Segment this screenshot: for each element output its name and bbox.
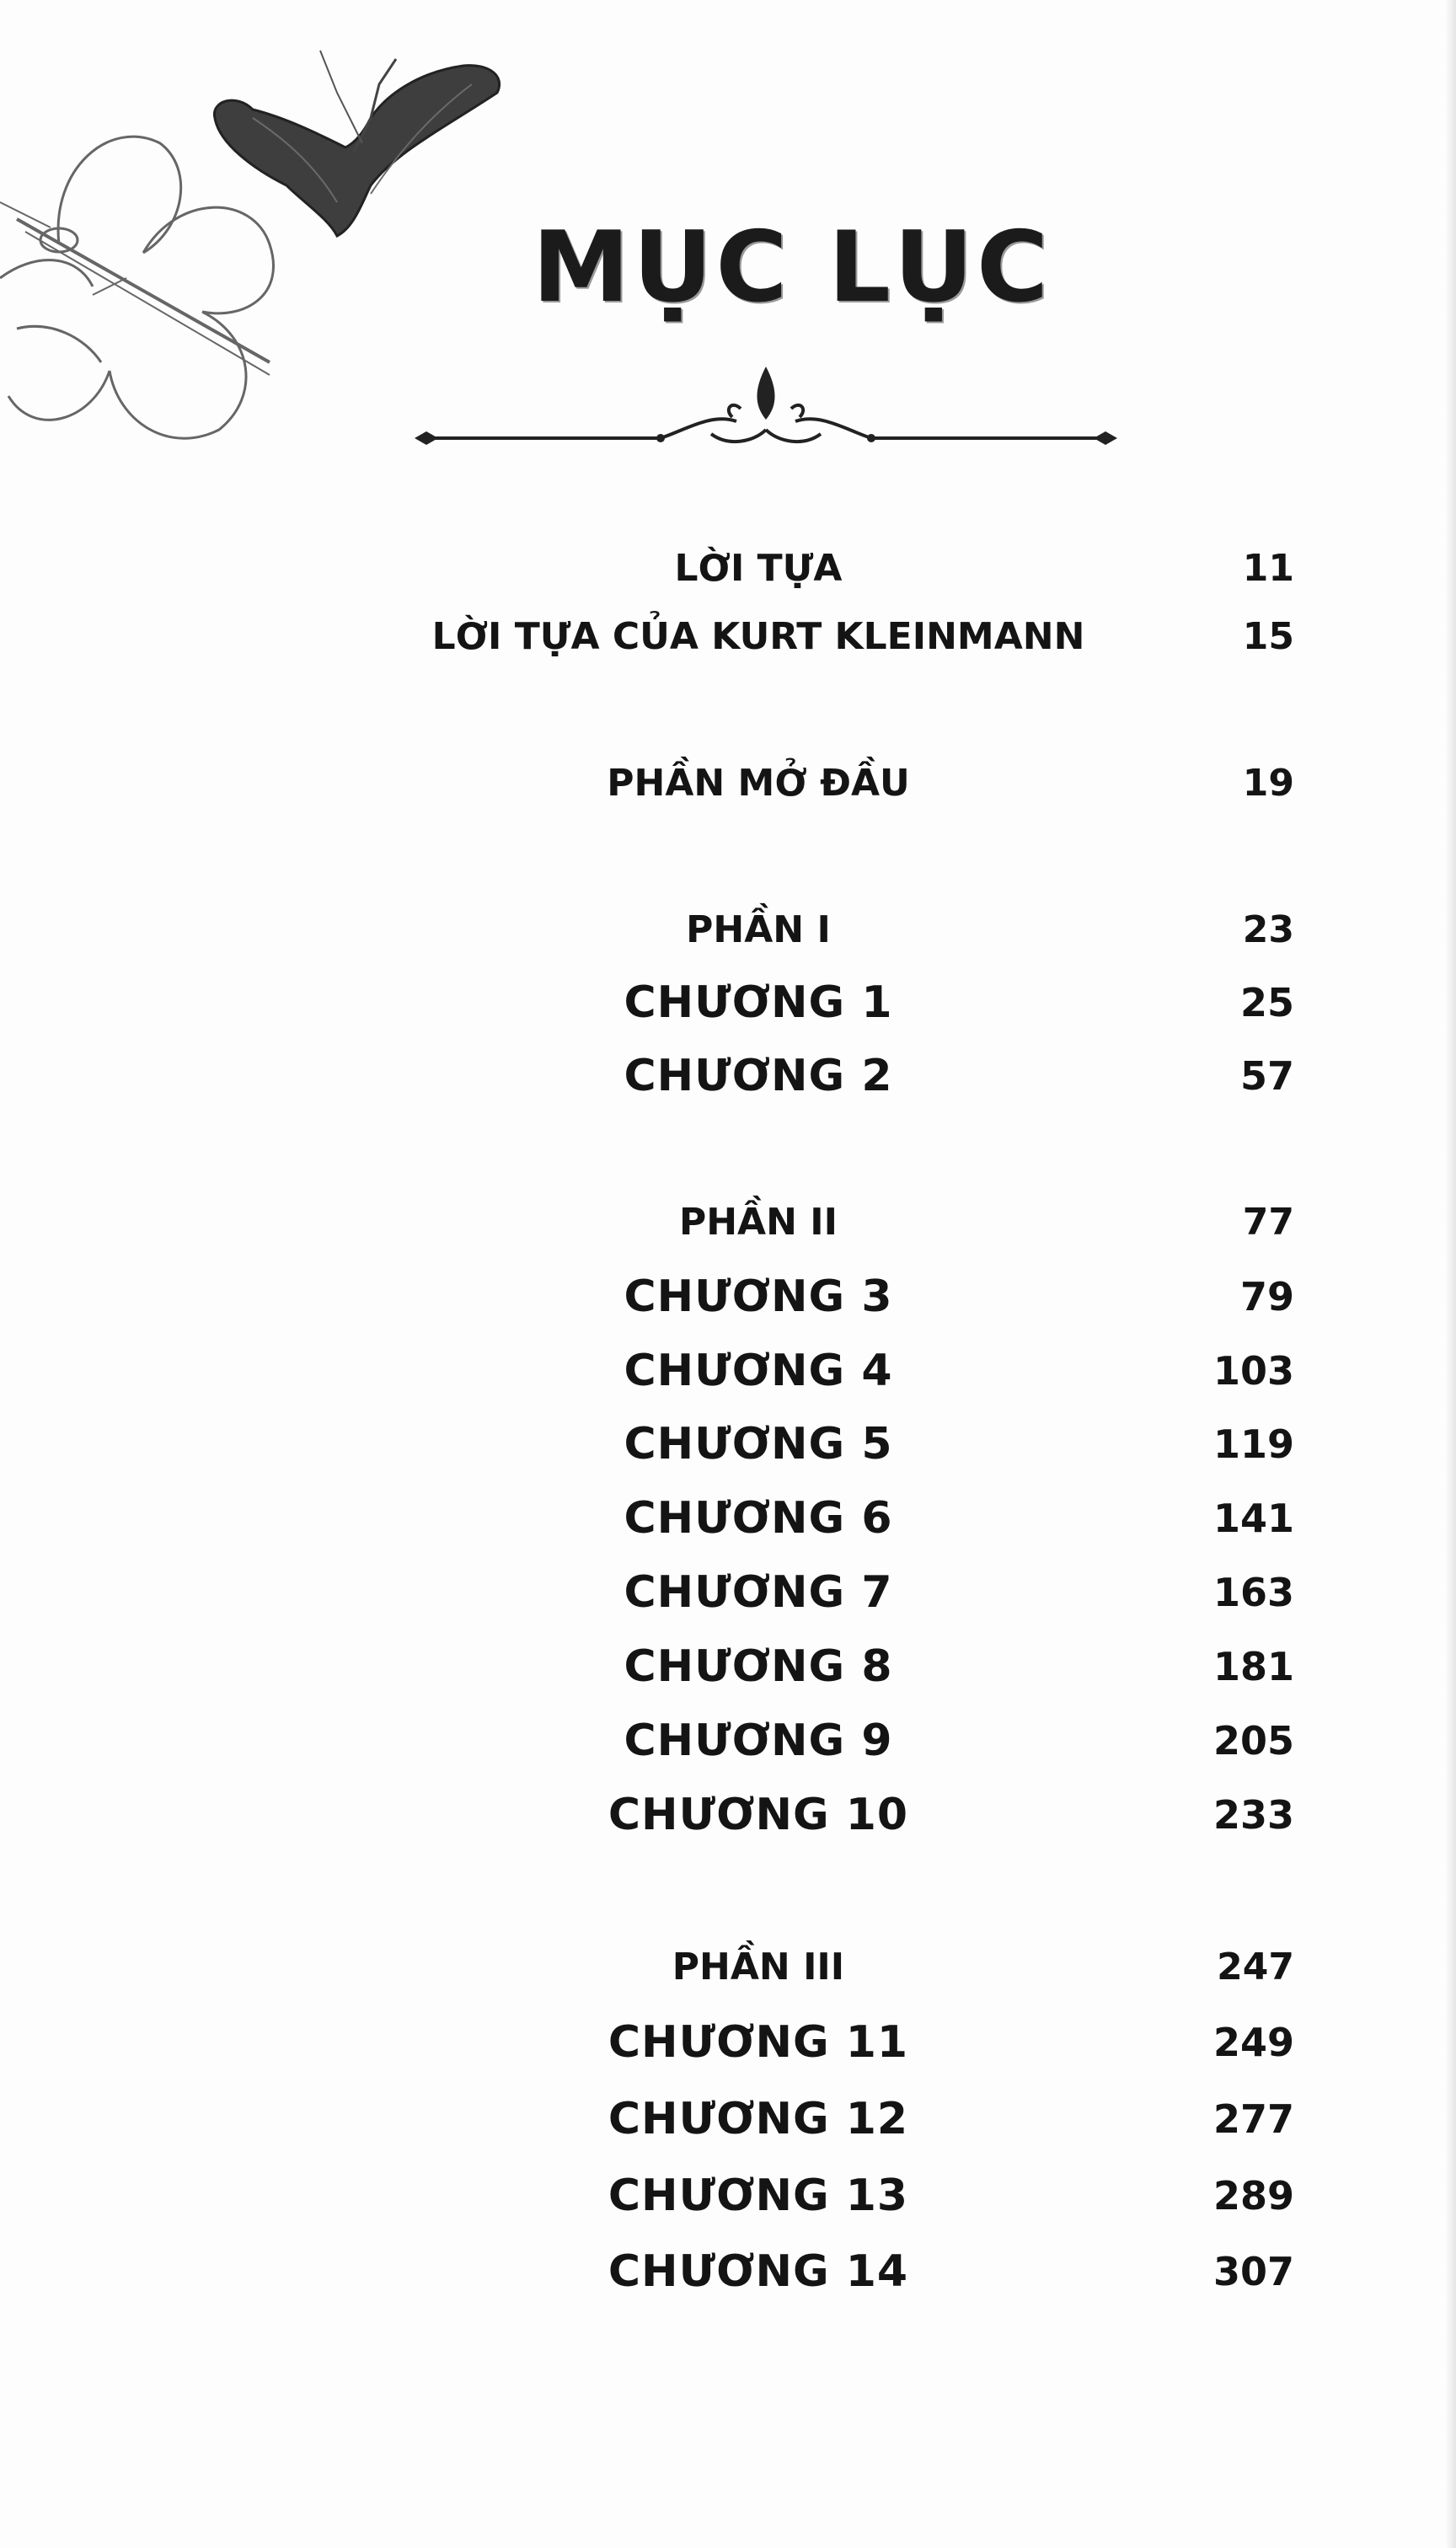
- toc-entry-page: 205: [1212, 1718, 1294, 1764]
- toc-entry-page: 25: [1239, 980, 1294, 1025]
- toc-entry-title: CHƯƠNG 3: [624, 1271, 893, 1322]
- toc-entry: [0, 897, 1456, 964]
- toc-entry: [0, 2085, 1456, 2153]
- table-of-contents-heading: MỤC LỤC: [532, 211, 1052, 324]
- toc-entry-page: 181: [1212, 1644, 1294, 1689]
- toc-entry: [0, 1559, 1456, 1626]
- toc-entry-title: CHƯƠNG 5: [624, 1419, 893, 1469]
- toc-entry-page: 247: [1217, 1946, 1294, 1989]
- toc-entry-title: PHẦN MỞ ĐẦU: [607, 762, 910, 805]
- toc-entry: [0, 1934, 1456, 2001]
- toc-entry-page: 119: [1212, 1421, 1294, 1467]
- toc-entry-title: LỜI TỰA CỦA KURT KLEINMANN: [431, 615, 1085, 658]
- toc-entry: [0, 1781, 1456, 1849]
- toc-entry-page: 19: [1242, 762, 1294, 805]
- toc-entry-page: 249: [1212, 2020, 1294, 2065]
- toc-entry-page: 23: [1242, 908, 1294, 951]
- toc-entry-title: CHƯƠNG 8: [624, 1641, 893, 1692]
- toc-entry-page: 163: [1212, 1570, 1294, 1615]
- toc-entry-title: CHƯƠNG 14: [608, 2246, 909, 2297]
- toc-entry-title: CHƯƠNG 11: [608, 2017, 909, 2068]
- toc-entry: [0, 2009, 1456, 2076]
- toc-entry-title: CHƯƠNG 12: [608, 2094, 909, 2144]
- toc-entry-title: LỜI TỰA: [674, 547, 843, 590]
- toc-entry-page: 57: [1239, 1053, 1294, 1099]
- toc-entry-page: 77: [1242, 1201, 1294, 1244]
- toc-entry: [0, 2162, 1456, 2230]
- toc-entry-page: 15: [1242, 615, 1294, 658]
- toc-entry-title: CHƯƠNG 2: [624, 1051, 893, 1101]
- toc-entry-title: CHƯƠNG 13: [608, 2171, 909, 2221]
- toc-entry: [0, 969, 1456, 1036]
- toc-entry-page: 141: [1212, 1496, 1294, 1541]
- toc-entry: [0, 1189, 1456, 1256]
- toc-entry-page: 233: [1212, 1792, 1294, 1838]
- toc-entry-title: CHƯƠNG 9: [624, 1716, 893, 1766]
- toc-entry: [0, 750, 1456, 817]
- toc-entry-page: 307: [1212, 2249, 1294, 2294]
- toc-entry: [0, 603, 1456, 671]
- toc-entry-title: PHẦN II: [678, 1201, 838, 1244]
- toc-entry-page: 79: [1239, 1274, 1294, 1320]
- toc-entry: [0, 1485, 1456, 1552]
- toc-entry: [0, 1042, 1456, 1110]
- toc-entry-page: 289: [1212, 2173, 1294, 2219]
- toc-entry: [0, 2238, 1456, 2305]
- toc-entry-title: CHƯƠNG 10: [608, 1790, 909, 1840]
- toc-entry-title: CHƯƠNG 7: [624, 1567, 893, 1618]
- toc-entry: [0, 535, 1456, 602]
- toc-entry: [0, 1337, 1456, 1405]
- toc-entry-title: CHƯƠNG 1: [624, 977, 893, 1028]
- toc-entry-title: PHẦN III: [672, 1946, 845, 1989]
- toc-entry: [0, 1633, 1456, 1700]
- toc-entry-title: PHẦN I: [686, 908, 831, 951]
- toc-entry-page: 11: [1242, 547, 1294, 590]
- toc-entry-page: 103: [1212, 1348, 1294, 1394]
- toc-entry: [0, 1707, 1456, 1774]
- toc-entry: [0, 1410, 1456, 1478]
- toc-entry-page: 277: [1212, 2096, 1294, 2142]
- toc-entry-title: CHƯƠNG 6: [624, 1493, 893, 1544]
- toc-entry: [0, 1263, 1456, 1330]
- toc-entry-title: CHƯƠNG 4: [624, 1346, 893, 1396]
